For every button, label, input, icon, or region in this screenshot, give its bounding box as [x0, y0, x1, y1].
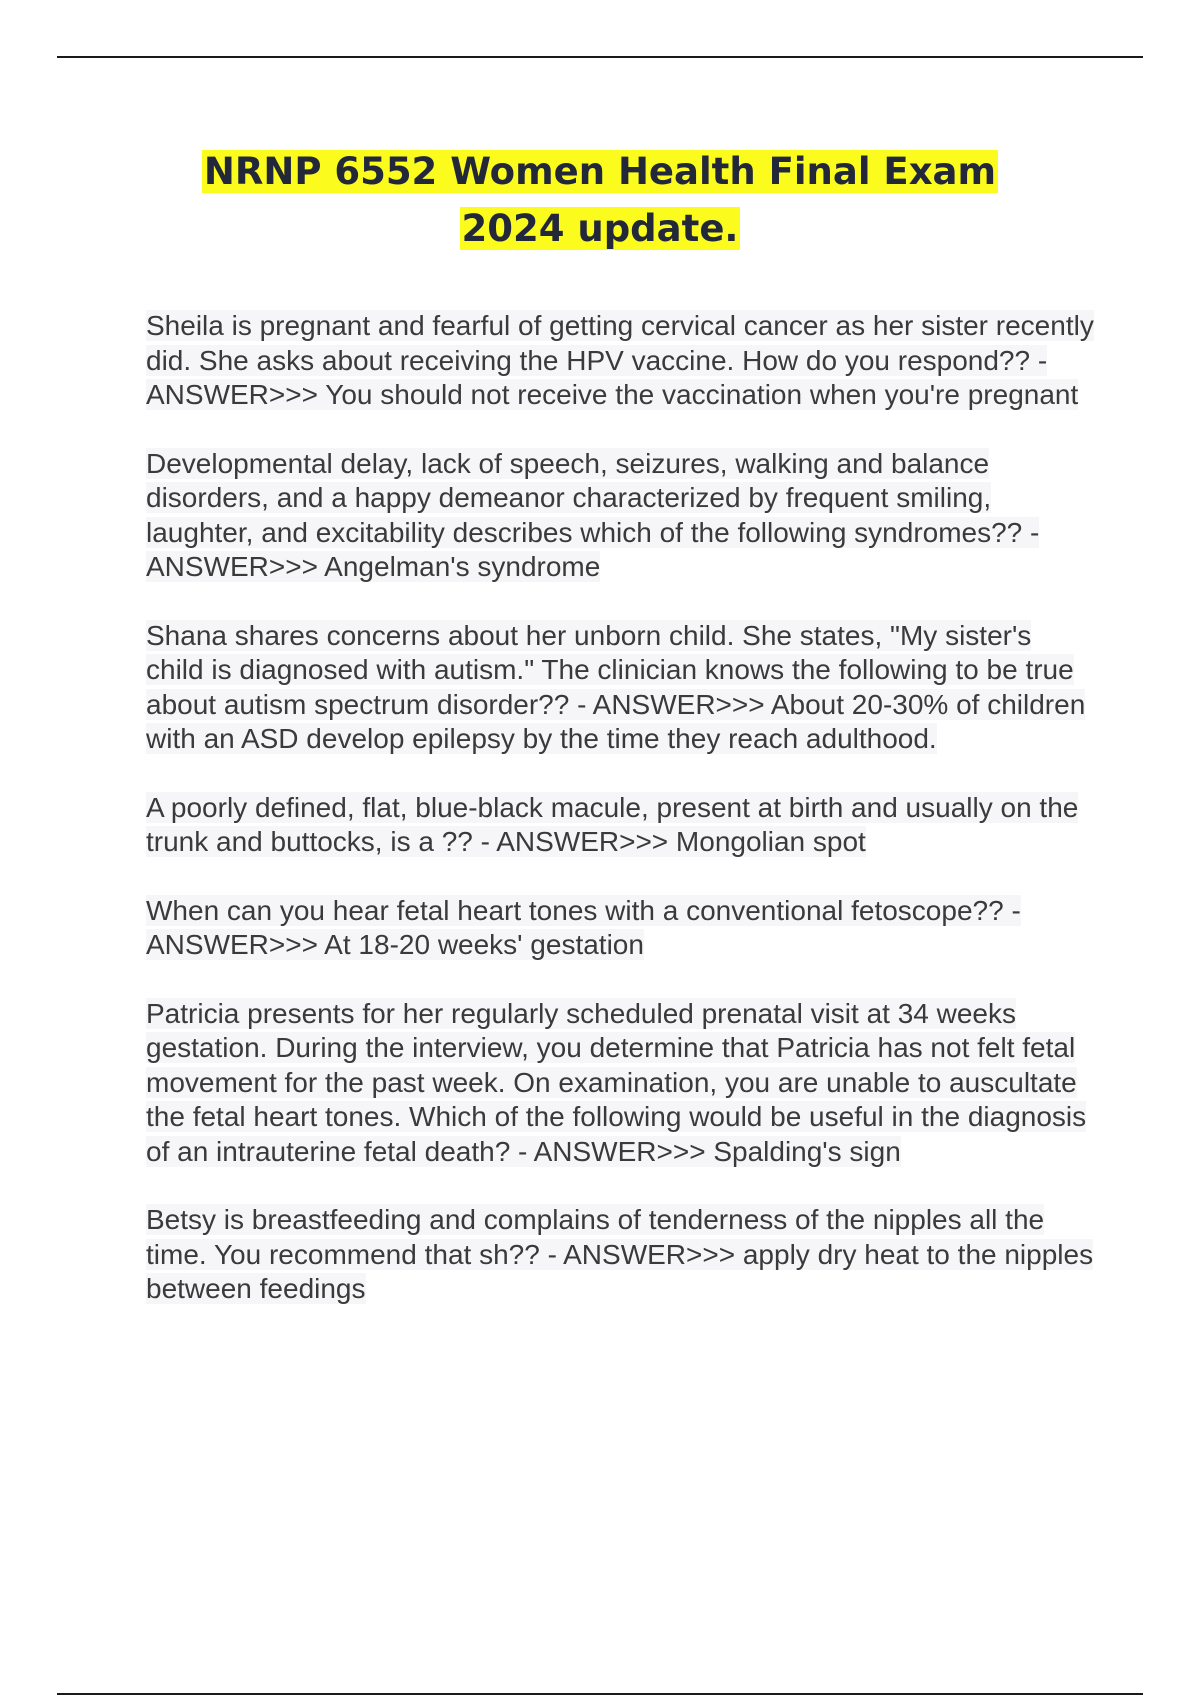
qa-item	[146, 619, 1096, 757]
qa-item-text: Shana shares concerns about her unborn child. She states, "My sister's child is diagnosed with autism." The clinician knows the following to be true about autism spectrum disorder?? - ANSWER>>> About 20-30% of children with an ASD develop epilepsy by the time they reach adulthood.	[146, 619, 1086, 754]
qa-item	[146, 894, 1096, 963]
qa-item	[146, 1203, 1096, 1307]
title-line-2: 2024 update.	[461, 207, 739, 250]
qa-item-text: A poorly defined, flat, blue-black macule, present at birth and usually on the trunk and buttocks, is a ?? - ANSWER>>> Mongolian spot	[146, 791, 1079, 857]
qa-item	[146, 997, 1096, 1170]
qa-item-text: Sheila is pregnant and fearful of getting cervical cancer as her sister recently did. She asks about receiving the HPV vaccine. How do you respond?? - ANSWER>>> You should not receive the vaccination when you're pregnant	[146, 310, 1094, 410]
bottom-divider	[57, 1693, 1143, 1695]
qa-item	[146, 791, 1096, 860]
qa-item-text: Patricia presents for her regularly scheduled prenatal visit at 34 weeks gestation. During the interview, you determine that Patricia has not felt fetal movement for the past week. On examination, you are unable to auscultate the fetal heart tones. Which of the following would be useful in the diagnosis of an intrauterine fetal death? - ANSWER>>> Spalding's sign	[146, 997, 1087, 1167]
qa-list	[146, 309, 1096, 1341]
document-title	[100, 143, 1100, 257]
title-line-1: NRNP 6552 Women Health Final Exam	[203, 150, 997, 193]
qa-item-text: Developmental delay, lack of speech, seizures, walking and balance disorders, and a happy demeanor characterized by frequent smiling, laughter, and excitability describes which of the following syndromes?? - ANSWER>>> Angelman's syndrome	[146, 447, 1040, 582]
qa-item	[146, 309, 1096, 413]
qa-item-text: When can you hear fetal heart tones with a conventional fetoscope?? - ANSWER>>> At 18-20 weeks' gestation	[146, 894, 1021, 960]
qa-item-text: Betsy is breastfeeding and complains of tenderness of the nipples all the time. You recommend that sh?? - ANSWER>>> apply dry heat to the nipples between feedings	[146, 1204, 1094, 1304]
qa-item	[146, 447, 1096, 585]
top-divider	[57, 56, 1143, 58]
